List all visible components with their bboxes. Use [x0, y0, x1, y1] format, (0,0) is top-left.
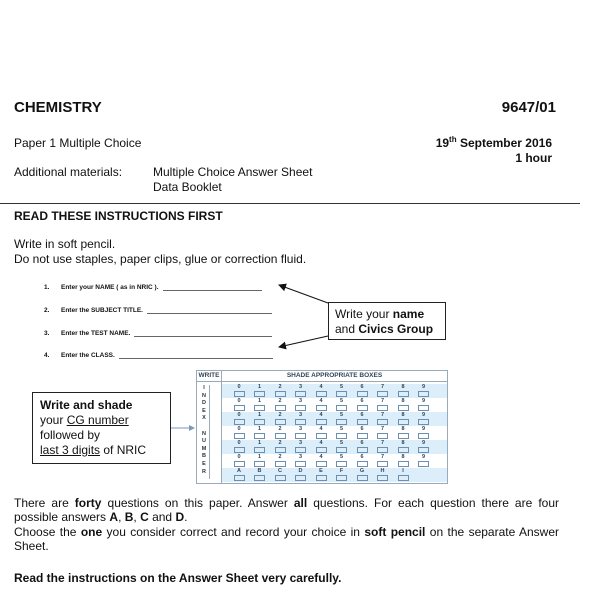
form-line-number: 1.	[44, 284, 50, 291]
side-label-char: E	[202, 407, 206, 414]
arrow-to-name	[279, 285, 328, 303]
shade-cell-label: 7	[380, 426, 385, 432]
shade-box[interactable]	[275, 447, 286, 453]
callout-text: your	[40, 413, 67, 427]
shade-cell[interactable]	[294, 384, 308, 397]
shade-box[interactable]	[418, 391, 429, 397]
shade-cell-label: 8	[401, 426, 405, 432]
subject-title: CHEMISTRY	[14, 99, 102, 116]
shade-cell-label: 7	[380, 384, 385, 390]
shade-box[interactable]	[316, 447, 327, 453]
text: questions. For each question there are four possible answers	[14, 496, 560, 524]
shade-box[interactable]	[316, 433, 327, 439]
shade-cell-label: 8	[401, 398, 405, 404]
shade-box[interactable]	[234, 419, 245, 425]
text-bold: soft pencil	[364, 525, 426, 539]
shade-cell[interactable]	[355, 426, 369, 439]
shade-box[interactable]	[295, 433, 306, 439]
shade-cell[interactable]	[294, 440, 308, 453]
shade-box[interactable]	[295, 475, 306, 481]
shade-cell[interactable]	[314, 454, 328, 467]
form-line-label: Enter the CLASS.	[61, 352, 115, 359]
shade-box[interactable]	[234, 391, 245, 397]
shade-box[interactable]	[398, 433, 409, 439]
shade-box[interactable]	[254, 461, 265, 467]
shade-cell-label: 2	[278, 426, 282, 432]
instructions-heading: READ THESE INSTRUCTIONS FIRST	[14, 209, 223, 223]
shade-box[interactable]	[357, 461, 368, 467]
shade-box[interactable]	[398, 461, 409, 467]
shade-cell-label: 1	[257, 454, 262, 460]
shade-cell-label: 0	[237, 384, 241, 390]
shade-cell-label: B	[257, 468, 262, 474]
shade-cell-label: 0	[237, 426, 241, 432]
shade-cell[interactable]	[294, 454, 308, 467]
callout-text: and	[335, 322, 359, 336]
shade-cell-label: 5	[339, 412, 344, 418]
shade-box[interactable]	[357, 391, 368, 397]
shade-box[interactable]	[377, 391, 388, 397]
side-label-char: U	[202, 438, 206, 445]
shade-cell-label: H	[380, 468, 385, 474]
shade-cell-label: 6	[360, 426, 364, 432]
shade-box[interactable]	[275, 419, 286, 425]
shade-box[interactable]	[357, 433, 368, 439]
write-column	[197, 371, 222, 483]
text: questions on this paper. Answer	[101, 496, 294, 510]
shade-cell-label: 1	[257, 426, 262, 432]
shade-cell[interactable]	[253, 384, 267, 397]
shade-cell[interactable]	[396, 384, 410, 397]
shade-box[interactable]	[336, 447, 347, 453]
shade-cell[interactable]	[376, 454, 390, 467]
shade-cell[interactable]	[335, 454, 349, 467]
callout-bold: Civics Group	[358, 322, 434, 336]
shade-cell[interactable]	[417, 426, 431, 439]
side-label-char: X	[202, 415, 206, 422]
text: ,	[133, 509, 141, 524]
shade-box[interactable]	[234, 475, 245, 481]
shade-cell-label: 1	[257, 440, 262, 446]
shade-cell[interactable]	[232, 468, 246, 481]
instruction-line: Do not use staples, paper clips, glue or correction fluid.	[14, 252, 307, 266]
callout-bold: Write and shade	[40, 398, 133, 412]
shade-row-digit	[222, 398, 447, 412]
shade-cell[interactable]	[232, 384, 246, 397]
shade-box[interactable]	[275, 405, 286, 411]
shade-cell-label: 9	[421, 412, 426, 418]
shade-box[interactable]	[295, 419, 306, 425]
shade-box[interactable]	[275, 461, 286, 467]
form-line-number: 3.	[44, 330, 50, 337]
shade-cell[interactable]	[273, 426, 287, 439]
shade-box[interactable]	[275, 433, 286, 439]
final-instruction: Read the instructions on the Answer Sheet very carefully.	[14, 571, 342, 585]
side-label-char: D	[202, 400, 206, 407]
shade-cell-label: 3	[298, 412, 303, 418]
shade-cell[interactable]	[335, 412, 349, 425]
shade-row-digit	[222, 384, 447, 398]
write-box[interactable]	[209, 385, 220, 479]
shade-cell[interactable]	[396, 426, 410, 439]
shade-cell-label: 1	[257, 384, 262, 390]
shade-cell[interactable]	[273, 384, 287, 397]
date-month-year: September 2016	[456, 136, 552, 150]
shade-box[interactable]	[336, 433, 347, 439]
shade-cell-label: 8	[401, 440, 405, 446]
shade-cell-label: 2	[278, 384, 282, 390]
shade-cell-label: 5	[339, 398, 344, 404]
shade-cell-label: 1	[257, 398, 262, 404]
shade-cell[interactable]	[355, 468, 369, 481]
shade-cell-label: 4	[319, 426, 323, 432]
shade-cell[interactable]	[253, 454, 267, 467]
shade-box[interactable]	[254, 391, 265, 397]
shade-cell[interactable]	[232, 454, 246, 467]
shade-cell[interactable]	[314, 412, 328, 425]
shade-cell[interactable]	[335, 468, 349, 481]
shade-cell[interactable]	[232, 398, 246, 411]
shade-box[interactable]	[234, 433, 245, 439]
shade-cell[interactable]	[232, 412, 246, 425]
text-bold: D	[175, 509, 185, 524]
shade-cell-label: 1	[257, 412, 262, 418]
material-item: Multiple Choice Answer Sheet	[153, 165, 313, 179]
shade-cell-label: 8	[401, 412, 405, 418]
shade-cell-label: 3	[298, 384, 303, 390]
shade-cell-label: 7	[380, 398, 385, 404]
shade-cell[interactable]	[396, 412, 410, 425]
shade-box[interactable]	[398, 419, 409, 425]
shade-cell-label: 0	[237, 440, 241, 446]
text: ,	[118, 509, 125, 524]
shade-cell-label: 5	[339, 440, 344, 446]
shade-cell-label: 9	[421, 426, 426, 432]
shade-cell-label: 3	[298, 398, 303, 404]
shade-box[interactable]	[418, 405, 429, 411]
write-header: WRITE	[197, 371, 221, 382]
date-suffix: th	[449, 135, 457, 144]
shade-box[interactable]	[418, 419, 429, 425]
shade-box[interactable]	[398, 447, 409, 453]
shade-box[interactable]	[418, 461, 429, 467]
text-bold: all	[293, 496, 308, 510]
shade-cell[interactable]	[294, 426, 308, 439]
shade-cell[interactable]	[417, 398, 431, 411]
shade-cell[interactable]	[273, 468, 287, 481]
shade-cell[interactable]	[253, 468, 267, 481]
shade-cell[interactable]	[232, 440, 246, 453]
shade-box[interactable]	[254, 447, 265, 453]
shade-box[interactable]	[295, 447, 306, 453]
paper-code: 9647/01	[501, 99, 556, 116]
text-bold: one	[80, 525, 103, 539]
shade-cell-label: F	[339, 468, 344, 474]
shade-cell-label: 4	[319, 384, 323, 390]
shade-cell[interactable]	[253, 412, 267, 425]
callout-text: Write your	[335, 307, 393, 321]
shade-cell[interactable]	[417, 412, 431, 425]
shade-box[interactable]	[377, 461, 388, 467]
shade-box[interactable]	[336, 419, 347, 425]
shade-cell-label: 4	[319, 440, 323, 446]
shade-cell-label: 5	[339, 454, 344, 460]
side-label-char: B	[202, 453, 206, 460]
shade-cell-label: 0	[237, 398, 241, 404]
shade-cell[interactable]	[273, 412, 287, 425]
shade-cell-label: A	[237, 468, 241, 474]
side-label-char	[201, 423, 207, 431]
shade-box[interactable]	[377, 447, 388, 453]
shade-box[interactable]	[295, 405, 306, 411]
shade-box[interactable]	[316, 475, 327, 481]
shade-cell-label: 6	[360, 398, 364, 404]
shade-row-digit	[222, 454, 447, 468]
shade-box[interactable]	[398, 405, 409, 411]
callout-cg-number	[32, 392, 171, 464]
side-label-char: N	[202, 392, 206, 399]
shade-box[interactable]	[234, 461, 245, 467]
shade-box[interactable]	[377, 433, 388, 439]
shade-box[interactable]	[336, 391, 347, 397]
shade-cell[interactable]	[294, 412, 308, 425]
shade-cell-label: D	[298, 468, 303, 474]
shade-cell[interactable]	[273, 398, 287, 411]
shade-cell-label: E	[319, 468, 323, 474]
form-line-label: Enter the TEST NAME.	[61, 330, 131, 337]
shade-box[interactable]	[316, 461, 327, 467]
shade-cell[interactable]	[314, 384, 328, 397]
shade-box[interactable]	[316, 405, 327, 411]
shade-cell-label: 3	[298, 426, 303, 432]
shade-box[interactable]	[254, 419, 265, 425]
shade-cell-label: 6	[360, 412, 364, 418]
shade-cell-label: G	[359, 468, 365, 474]
shade-cell-label: 0	[237, 412, 241, 418]
shade-cell[interactable]	[253, 426, 267, 439]
shade-box[interactable]	[418, 433, 429, 439]
shade-box[interactable]	[275, 475, 286, 481]
shade-cell-label: 0	[237, 454, 241, 460]
shade-cell[interactable]	[396, 398, 410, 411]
shade-cell[interactable]	[314, 398, 328, 411]
shade-box[interactable]	[234, 405, 245, 411]
instruction-line: Write in soft pencil.	[14, 237, 116, 251]
shade-cell-label: C	[278, 468, 282, 474]
shade-cell[interactable]	[294, 398, 308, 411]
shade-cell[interactable]	[417, 440, 431, 453]
shade-cell[interactable]	[355, 412, 369, 425]
shade-cell[interactable]	[335, 426, 349, 439]
shade-cell-label: 2	[278, 412, 282, 418]
shade-cell-label: 9	[421, 440, 426, 446]
shade-box[interactable]	[357, 405, 368, 411]
shade-row-digit	[222, 440, 447, 454]
text: you consider correct and record your choice in	[102, 525, 365, 539]
shade-cell-label: I	[402, 468, 404, 474]
shade-cell[interactable]	[335, 384, 349, 397]
paragraph-questions	[14, 497, 559, 524]
shade-cell[interactable]	[253, 440, 267, 453]
shade-cell[interactable]	[376, 440, 390, 453]
shade-cell[interactable]	[273, 454, 287, 467]
callout-text: followed by	[40, 428, 101, 442]
shade-cell[interactable]	[294, 468, 308, 481]
shade-row-digit	[222, 412, 447, 426]
shade-cell-label: 4	[319, 454, 323, 460]
shade-box[interactable]	[377, 405, 388, 411]
shade-cell[interactable]	[314, 468, 328, 481]
shade-cell[interactable]	[396, 468, 410, 481]
shade-cell[interactable]	[314, 440, 328, 453]
shade-cell-label: 9	[421, 384, 426, 390]
callout-bold: name	[392, 307, 425, 321]
index-number-grid	[196, 370, 448, 484]
shade-row-digit	[222, 426, 447, 440]
shade-box[interactable]	[418, 447, 429, 453]
shade-box[interactable]	[275, 391, 286, 397]
shade-box[interactable]	[336, 475, 347, 481]
shade-box[interactable]	[316, 391, 327, 397]
shade-cell[interactable]	[376, 468, 390, 481]
side-label-char: N	[202, 430, 206, 437]
side-label-char: M	[201, 445, 207, 452]
shade-box[interactable]	[316, 419, 327, 425]
shade-box[interactable]	[398, 475, 409, 481]
shade-box[interactable]	[254, 475, 265, 481]
callout-name-group	[328, 302, 446, 340]
shade-cell[interactable]	[253, 398, 267, 411]
side-label-char: E	[202, 460, 206, 467]
shade-box[interactable]	[357, 475, 368, 481]
shade-box[interactable]	[254, 405, 265, 411]
shade-box[interactable]	[336, 405, 347, 411]
shade-box[interactable]	[377, 475, 388, 481]
shade-cell[interactable]	[376, 412, 390, 425]
shade-cell[interactable]	[376, 398, 390, 411]
shade-box[interactable]	[357, 447, 368, 453]
shade-area	[222, 371, 447, 483]
form-line-number: 2.	[44, 307, 50, 314]
shade-box[interactable]	[295, 391, 306, 397]
form-line-number: 4.	[44, 352, 50, 359]
shade-box[interactable]	[234, 447, 245, 453]
shade-cell-label: 3	[298, 454, 303, 460]
date-day: 19	[435, 136, 450, 150]
paper-type: Paper 1 Multiple Choice	[14, 136, 142, 150]
shade-cell[interactable]	[355, 454, 369, 467]
shade-cell[interactable]	[355, 398, 369, 411]
text: There are	[14, 496, 75, 510]
shade-box[interactable]	[377, 419, 388, 425]
callout-underlined: CG number	[66, 413, 129, 427]
shade-box[interactable]	[357, 419, 368, 425]
shade-cell-label: 7	[380, 454, 385, 460]
text: .	[184, 509, 188, 524]
shade-cell[interactable]	[335, 398, 349, 411]
shade-cell-label: 9	[421, 398, 426, 404]
shade-cell[interactable]	[396, 440, 410, 453]
shade-cell-label: 6	[360, 454, 364, 460]
shade-cell[interactable]	[417, 384, 431, 397]
paragraph-choose	[14, 526, 559, 553]
text: Choose the	[14, 525, 81, 539]
shade-box[interactable]	[295, 461, 306, 467]
shade-cell-label: 8	[401, 384, 405, 390]
shade-cell-label: 5	[339, 426, 344, 432]
text: and	[148, 509, 176, 524]
callout-underlined: last 3 digits	[40, 443, 101, 457]
form-line-label: Enter the SUBJECT TITLE.	[61, 307, 143, 314]
side-label-char: R	[202, 468, 206, 475]
shade-cell-label: 4	[319, 398, 323, 404]
shade-cell-label: 9	[421, 454, 426, 460]
shade-cell-label: 8	[401, 454, 405, 460]
shade-cell[interactable]	[335, 440, 349, 453]
shade-cell-label: 6	[360, 440, 364, 446]
shade-cell[interactable]	[376, 426, 390, 439]
shade-cell-label: 2	[278, 440, 282, 446]
shade-cell[interactable]	[417, 454, 431, 467]
side-labels	[201, 385, 207, 476]
shade-cell-label: 3	[298, 440, 303, 446]
shade-cell-label: 7	[380, 412, 385, 418]
text-bold: forty	[74, 496, 102, 510]
shade-box[interactable]	[336, 461, 347, 467]
shade-cell[interactable]	[355, 384, 369, 397]
text-bold: B	[124, 509, 134, 524]
text-bold: C	[140, 509, 149, 524]
callout-text: of NRIC	[100, 443, 147, 457]
shade-box[interactable]	[398, 391, 409, 397]
materials-label: Additional materials:	[14, 165, 123, 179]
shade-cell[interactable]	[273, 440, 287, 453]
shade-row-letter	[222, 468, 447, 482]
shade-cell-label: 5	[339, 384, 344, 390]
text: on the separate Answer Sheet.	[14, 525, 559, 553]
text-bold: A	[109, 509, 119, 524]
shade-cell-label: 7	[380, 440, 385, 446]
shade-cell[interactable]	[314, 426, 328, 439]
side-label-char: I	[203, 385, 205, 391]
shade-cell[interactable]	[355, 440, 369, 453]
shade-header: SHADE APPROPRIATE BOXES	[222, 371, 447, 382]
shade-cell[interactable]	[396, 454, 410, 467]
shade-cell-label: 2	[278, 398, 282, 404]
arrow-to-class	[279, 336, 328, 347]
exam-duration: 1 hour	[515, 151, 552, 165]
shade-cell-label: 2	[278, 454, 282, 460]
shade-cell[interactable]	[376, 384, 390, 397]
material-item: Data Booklet	[153, 180, 222, 194]
shade-cell-label: 4	[319, 412, 323, 418]
shade-cell[interactable]	[232, 426, 246, 439]
shade-cell-label: 6	[360, 384, 364, 390]
shade-box[interactable]	[254, 433, 265, 439]
form-line-label: Enter your NAME ( as in NRIC ).	[61, 284, 159, 291]
